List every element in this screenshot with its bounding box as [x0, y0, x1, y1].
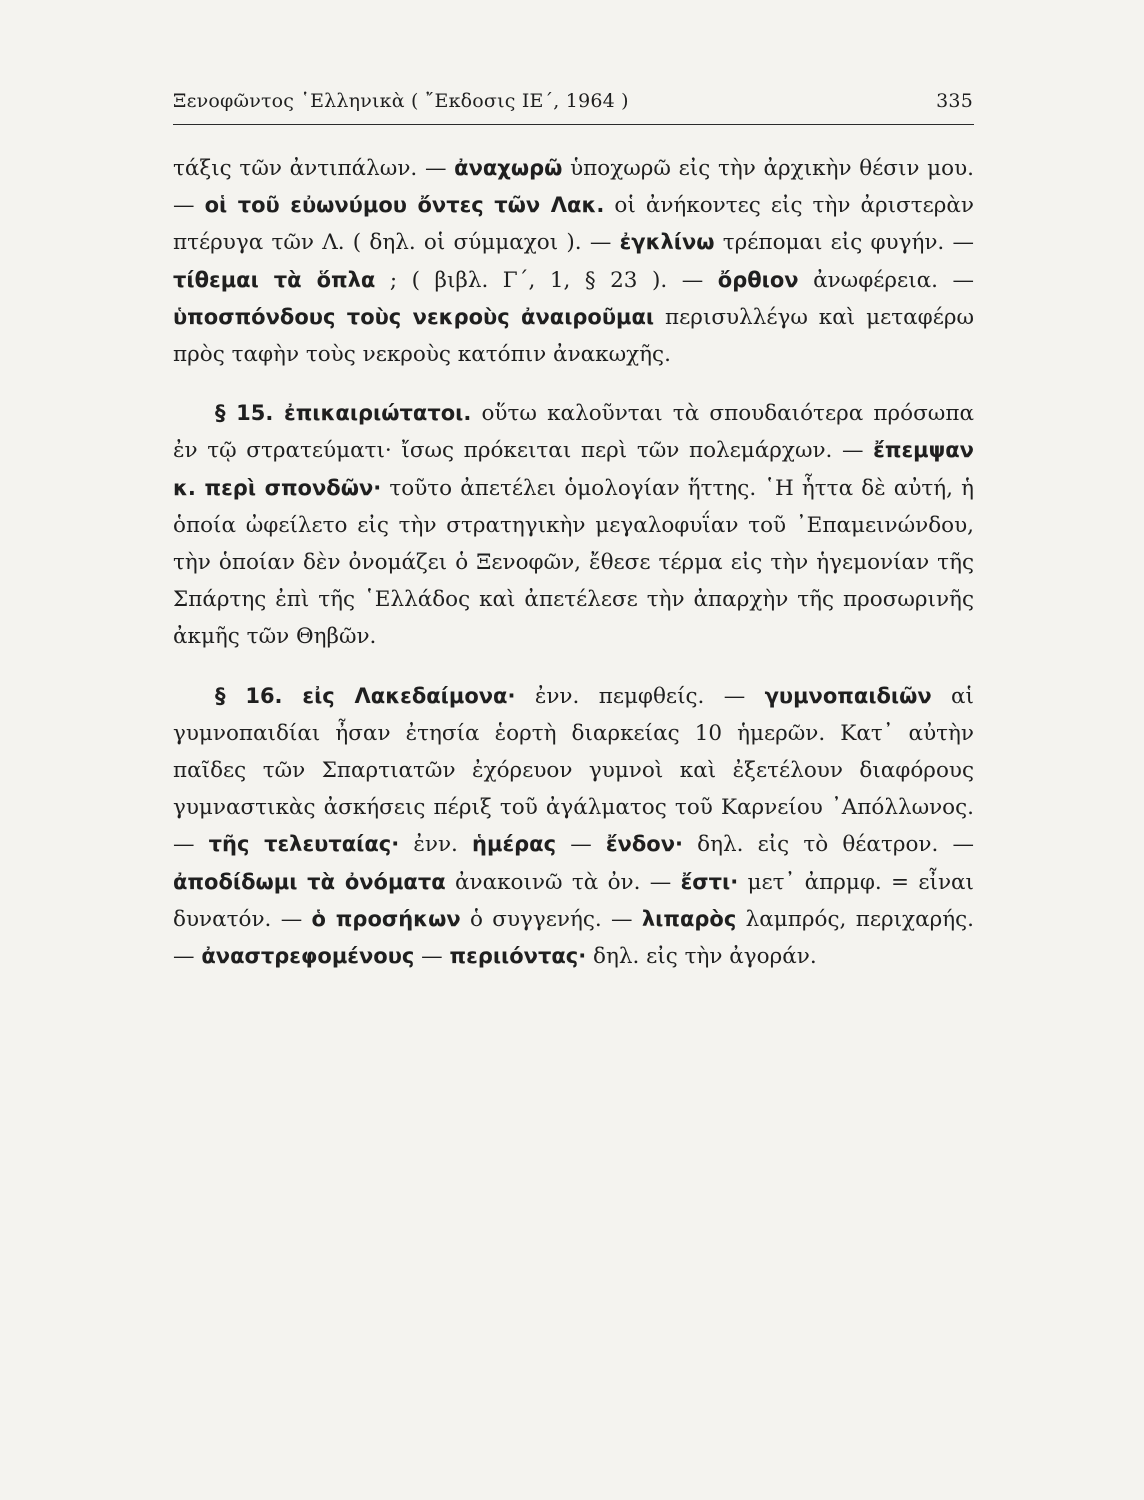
paragraph-section-16 [173, 678, 974, 976]
lemma-term: περιιόντας· [449, 944, 587, 969]
gloss-text: δηλ. εἰς τὴν ἀγοράν. [586, 944, 817, 970]
header-rule [173, 124, 974, 125]
lemma-term: οἱ τοῦ εὐωνύμου ὄντες τῶν Λακ. [204, 193, 605, 218]
lemma-term: ὁ προσήκων [311, 906, 461, 931]
lemma-term: § 16. εἰς Λακεδαίμονα· [215, 683, 516, 708]
gloss-text: — [556, 832, 606, 858]
gloss-text: τρέπομαι εἰς φυγήν. — [714, 230, 974, 256]
running-header [173, 90, 973, 112]
gloss-text: τοῦτο ἀπετέλει ὁμολογίαν ἥττης. ῾Η ἧττα δὲ αὐτή, ἡ ὁποία ὠφείλετο εἰς τὴν στρατηγικὴν μεγαλοφυΐαν τοῦ ᾿Επαμεινώνδου, τὴν ὁποίαν δὲν ὀνομάζει ὁ Ξενοφῶν, ἔθεσε τέρμα εἰς τὴν ἡγεμονίαν τῆς Σπάρτης ἐπὶ τῆς ῾Ελλάδος καὶ ἀπετέλεσε τὴν ἀπαρχὴν τῆς προσωρινῆς ἀκμῆς τῶν Θηβῶν. [173, 475, 974, 650]
lemma-term: ἡμέρας [472, 832, 557, 857]
lemma-term: ἔστι· [680, 869, 739, 894]
lemma-term: ἔνδον· [605, 832, 683, 857]
lemma-term: ἀναστρεφομένους [201, 944, 415, 969]
header-title: Ξενοφῶντος ῾Ελληνικὰ ( ῎Εκδοσις ΙΕ΄, 1964 ) [173, 90, 629, 112]
lemma-term: τίθεμαι τὰ ὅπλα [173, 267, 376, 292]
lemma-term: ἀποδίδωμι τὰ ὀνόματα [173, 869, 446, 894]
gloss-text: δηλ. εἰς τὸ θέατρον. — [683, 832, 974, 858]
lemma-term: ὑποσπόνδους τοὺς νεκροὺς ἀναιροῦμαι [173, 304, 655, 329]
gloss-text: οὕτω καλοῦνται τὰ σπουδαιότερα πρόσωπα ἐν τῷ στρατεύματι· ἴσως πρόκειται περὶ τῶν πολεμάρχων. — [173, 401, 974, 464]
gloss-text: λαμπρός, περιχαρής. — [173, 906, 974, 970]
gloss-text: περισυλλέγω καὶ μεταφέρω πρὸς ταφὴν τοὺς νεκροὺς κατόπιν ἀνακωχῆς. [173, 304, 975, 368]
gloss-text: — [414, 944, 450, 970]
commentary-body [173, 150, 974, 975]
gloss-text: ἐνν. [399, 832, 473, 858]
paragraph-section-15 [173, 395, 974, 655]
gloss-text: ἀνακοινῶ τὰ ὀν. — [445, 869, 681, 895]
gloss-text: ; ( βιβλ. Γ΄, 1, § 23 ). — [375, 267, 718, 293]
gloss-text: αἱ γυμνοπαιδίαι ἦσαν ἐτησία ἑορτὴ διαρκείας 10 ἡμερῶν. Κατ᾽ αὐτὴν παῖδες τῶν Σπαρτιατῶν ἐχόρευον γυμνοὶ καὶ ἐξετέλουν διαφόρους γυμναστικὰς ἀσκήσεις πέριξ τοῦ ἀγάλματος τοῦ Καρνείου ᾿Απόλλωνος.— [173, 683, 974, 858]
gloss-text: οἱ ἀνήκοντες εἰς τὴν ἀριστερὰν πτέρυγα τῶν Λ. ( δηλ. οἱ σύμμαχοι ). — [173, 193, 974, 256]
gloss-text: τάξις τῶν ἀντιπάλων. — [173, 156, 455, 181]
gloss-text: μετ᾽ ἀπρμφ. = εἶναι δυνατόν. — [173, 869, 974, 932]
lemma-term: ὄρθιον [717, 267, 799, 292]
gloss-text: ὑποχωρῶ εἰς τὴν ἀρχικὴν θέσιν μου. — [173, 156, 974, 219]
gloss-text: ὁ συγγενής. — [460, 906, 642, 932]
gloss-text: ἀνωφέρεια. — [798, 267, 974, 293]
lemma-term: ἔπεμψαν κ. περὶ σπονδῶν· [173, 438, 974, 500]
gloss-text: ἐνν. πεμφθείς. — [515, 683, 765, 709]
lemma-term: τῆς τελευταίας· [208, 832, 400, 857]
lemma-term: γυμνοπαιδιῶν [764, 683, 932, 708]
lemma-term: ἐγκλίνω [619, 230, 715, 255]
page-number: 335 [936, 90, 973, 112]
paragraph-1 [173, 150, 974, 373]
lemma-term: λιπαρὸς [641, 906, 737, 931]
lemma-term: § 15. ἐπικαιριώτατοι. [215, 401, 472, 426]
lemma-term: ἀναχωρῶ [454, 156, 563, 180]
